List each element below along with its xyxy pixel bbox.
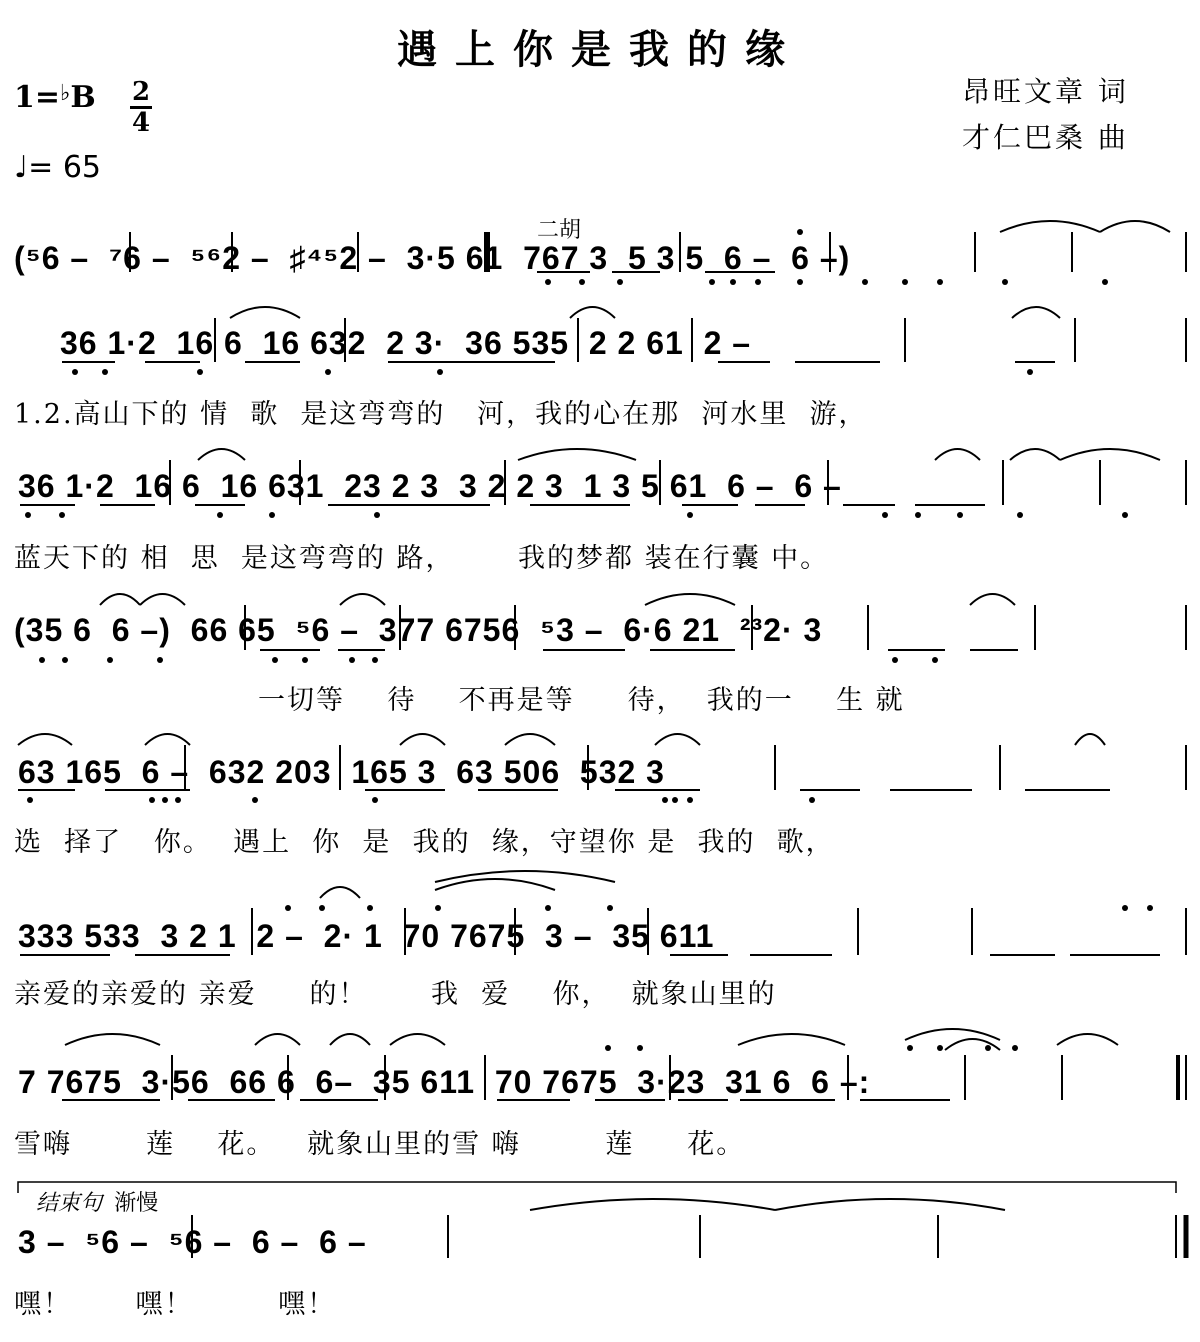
octave-dot [957, 512, 963, 518]
slur-arc [1100, 221, 1170, 232]
slur-arc [18, 734, 72, 745]
composer-credit: 才仁巴桑 曲 [962, 121, 1129, 154]
octave-dot [107, 657, 113, 663]
slur-arc [400, 734, 445, 745]
octave-dot [175, 797, 181, 803]
slur-arc [435, 871, 615, 882]
octave-dot [545, 905, 551, 911]
slur-arc [145, 734, 190, 745]
time-signature-top: 2 [131, 77, 151, 107]
octave-dot [302, 657, 308, 663]
octave-dot [882, 512, 888, 518]
system-3-notes: 36 1·2 16 6 16 631 23 2 3 3 2 2 3 1 3 5 61 6 – 6 – [18, 468, 842, 504]
octave-dot [435, 905, 441, 911]
slur-arc [320, 887, 360, 898]
octave-dot [149, 797, 155, 803]
coda-lyrics: 嘿！ 嘿！ 嘿！ [14, 1289, 337, 1320]
octave-dot [730, 279, 736, 285]
octave-dot [62, 657, 68, 663]
system-1-notes: (⁵6 – ⁷6 – ⁵⁶2 – ♯⁴⁵2 – 3·5 61 767 3 5 3 5 6 – 6 –) [14, 240, 851, 276]
octave-dot [937, 1045, 943, 1051]
system-6-lyrics: 亲爱的亲爱的 亲爱 的！ 我 爱 你， 就象山里的 [14, 979, 777, 1010]
octave-dot [545, 279, 551, 285]
flat-sign: ♭ [60, 80, 71, 106]
octave-dot [709, 279, 715, 285]
slur-arc [1060, 449, 1160, 460]
octave-dot [607, 905, 613, 911]
slur-arc [230, 307, 300, 318]
slur-arc [1000, 221, 1100, 232]
system-3-lyrics: 蓝天下的 相 思 是这弯弯的 路， 我的梦都 装在行囊 中。 [14, 543, 830, 574]
octave-dot [272, 657, 278, 663]
slur-arc [340, 594, 385, 605]
system-7-lyrics: 雪嗨 莲 花。 就象山里的雪 嗨 莲 花。 [14, 1129, 746, 1160]
slur-arc [655, 734, 700, 745]
slur-arc [65, 1034, 160, 1045]
system-5-lyrics: 选 择了 你。 遇上 你 是 我的 缘，守望你 是 我的 歌， [14, 827, 835, 858]
octave-dot [755, 279, 761, 285]
system-7-notes: 7 7675 3·56 66 6 6– 35 611 70 7675 3·23 31 6 6 –: [18, 1064, 871, 1100]
octave-dot [437, 369, 443, 375]
octave-dot [1012, 1045, 1018, 1051]
octave-dot [902, 279, 908, 285]
octave-dot [1122, 512, 1128, 518]
octave-dot [269, 512, 275, 518]
octave-dot [985, 1045, 991, 1051]
octave-dot [372, 797, 378, 803]
octave-dot [907, 1045, 913, 1051]
octave-dot [325, 369, 331, 375]
slur-arc [530, 1199, 775, 1210]
octave-dot [687, 512, 693, 518]
slur-arc [505, 734, 555, 745]
octave-dot [1017, 512, 1023, 518]
lyricist-credit: 昂旺文章 词 [962, 75, 1129, 108]
slur-arc [970, 594, 1015, 605]
octave-dot [687, 797, 693, 803]
octave-dot [579, 279, 585, 285]
octave-dot [1002, 279, 1008, 285]
slur-arc [198, 449, 245, 460]
octave-dot [39, 657, 45, 663]
coda-tempo-text: 渐慢 [114, 1190, 159, 1215]
octave-dot [217, 512, 223, 518]
octave-dot [59, 512, 65, 518]
coda-bracket [18, 1182, 1176, 1193]
octave-dot [162, 797, 168, 803]
key-prefix: 1= [14, 80, 61, 115]
octave-dot [932, 657, 938, 663]
slur-arc [330, 1034, 370, 1045]
coda-label-text: 结束句 [36, 1190, 103, 1215]
octave-dot [372, 657, 378, 663]
octave-dot [1027, 369, 1033, 375]
slur-arc [1075, 734, 1105, 745]
slur-arc [255, 1034, 300, 1045]
system-5-notes: 63 165 6 – 632 203 165 3 63 506 532 3 [18, 754, 665, 790]
system-2-notes: 36 1·2 16 6 16 632 2 3· 36 535 2 2 61 2 – [60, 325, 752, 361]
slur-arc [435, 879, 555, 890]
octave-dot [862, 279, 868, 285]
octave-dot [617, 279, 623, 285]
system-4-lyrics: 一切等 待 不再是等 待， 我的一 生 就 [258, 685, 905, 716]
octave-dot [197, 369, 203, 375]
slur-arc [738, 1034, 845, 1045]
octave-dot [662, 797, 668, 803]
octave-dot [367, 905, 373, 911]
slur-arc [1057, 1034, 1118, 1045]
octave-dot [72, 369, 78, 375]
time-signature-bottom: 4 [131, 108, 151, 138]
octave-dot [605, 1045, 611, 1051]
slur-arc [935, 449, 980, 460]
octave-dot [25, 512, 31, 518]
slur-arc [905, 1029, 1000, 1040]
octave-dot [892, 657, 898, 663]
slur-arc [100, 594, 140, 605]
octave-dot [1147, 905, 1153, 911]
octave-dot [672, 797, 678, 803]
song-title: 遇上你是我的缘 [397, 26, 803, 73]
octave-dot [809, 797, 815, 803]
octave-dot [157, 657, 163, 663]
key-note: B [70, 80, 96, 115]
octave-dot [797, 229, 803, 235]
octave-dot [319, 905, 325, 911]
slur-arc [1010, 449, 1060, 460]
octave-dot [102, 369, 108, 375]
octave-dot [915, 512, 921, 518]
octave-dot [637, 1045, 643, 1051]
octave-dot [937, 279, 943, 285]
coda-notes: 3 – ⁵6 – ⁵6 – 6 – 6 – [18, 1224, 367, 1260]
octave-dot [797, 279, 803, 285]
octave-dot [27, 797, 33, 803]
slur-arc [945, 1039, 1000, 1050]
octave-dot [1122, 905, 1128, 911]
system-6-notes: 333 533 3 2 1 2 – 2· 1 70 7675 3 – 35 611 [18, 918, 715, 954]
slur-arc [518, 449, 636, 460]
octave-dot [1102, 279, 1108, 285]
slur-arc [645, 594, 735, 605]
tempo-value: = 65 [28, 150, 102, 185]
slur-arc [775, 1199, 1005, 1210]
system-4-notes: (35 6 6 –) 66 65 ⁵6 – 377 6756 ⁵3 – 6·6 21 ²³2· 3 [14, 612, 823, 648]
slur-arc [1012, 307, 1060, 318]
system-2-lyrics: 1.2.高山下的 情 歌 是这弯弯的 河，我的心在那 河水里 游， [14, 399, 868, 430]
octave-dot [285, 905, 291, 911]
octave-dot [374, 512, 380, 518]
quarter-note-icon: ♩ [14, 150, 29, 185]
slur-arc [390, 1034, 445, 1045]
octave-dot [252, 797, 258, 803]
instrument-label: 二胡 [537, 217, 582, 242]
slur-arc [570, 307, 615, 318]
slur-arc [140, 594, 185, 605]
octave-dot [349, 657, 355, 663]
